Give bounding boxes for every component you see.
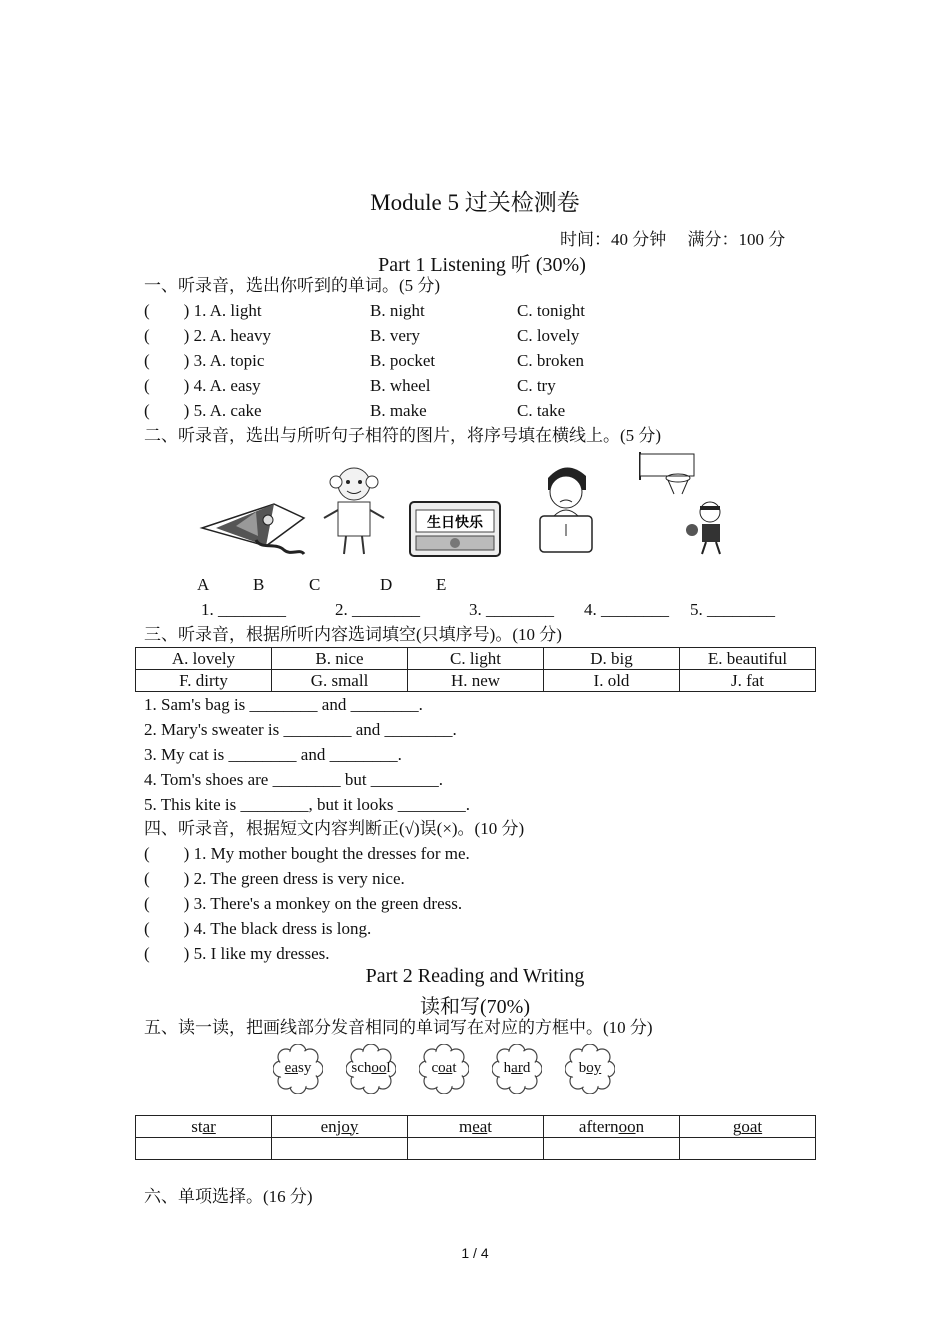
answer-cell[interactable] bbox=[680, 1138, 816, 1160]
word-flower bbox=[419, 1044, 469, 1094]
choice-option-c: C. take bbox=[517, 401, 566, 420]
word-part: b bbox=[578, 1060, 587, 1076]
sound-answer-row bbox=[136, 1138, 816, 1160]
choice-option-c: C. tonight bbox=[517, 301, 586, 320]
section3-heading: 三、听录音，根据所听内容选词填空(只填序号)。(10 分) bbox=[144, 625, 562, 644]
word-flower bbox=[492, 1044, 542, 1094]
choice-item-prefix: ( ) 2. A. heavy bbox=[144, 326, 272, 345]
section2-heading: 二、听录音，选出与所听句子相符的图片，将序号填在横线上。(5 分) bbox=[144, 426, 662, 445]
word-part: m bbox=[458, 1116, 473, 1136]
choice-item-prefix: ( ) 3. A. topic bbox=[144, 351, 265, 370]
flower-word bbox=[273, 1058, 323, 1078]
true-false-item: ( ) 3. There's a monkey on the green dress. bbox=[144, 894, 463, 913]
flower-word bbox=[492, 1058, 542, 1078]
word-part: d bbox=[522, 1060, 531, 1076]
choice-option-c: C. try bbox=[517, 376, 556, 395]
word-part: sy bbox=[297, 1060, 312, 1076]
answer-blank[interactable]: 3. ________ bbox=[469, 600, 554, 619]
word-bank-cell: F. dirty bbox=[136, 670, 272, 692]
word-flower bbox=[273, 1044, 323, 1094]
choice-option-b: B. make bbox=[370, 401, 427, 420]
choice-item-prefix: ( ) 1. A. light bbox=[144, 301, 262, 320]
answer-blank[interactable]: 4. ________ bbox=[584, 600, 669, 619]
sound-header-cell bbox=[272, 1116, 408, 1138]
picture-letter: D bbox=[380, 575, 393, 594]
word-bank-row bbox=[136, 670, 816, 692]
answer-blank[interactable]: 1. ________ bbox=[201, 600, 286, 619]
part2-heading: Part 2 Reading and Writing bbox=[365, 965, 585, 987]
part1-heading: Part 1 Listening 听 (30%) bbox=[378, 254, 586, 276]
picture-letter: B bbox=[253, 575, 265, 594]
word-part: h bbox=[503, 1060, 512, 1076]
flower-word bbox=[565, 1058, 615, 1078]
fill-sentence: 5. This kite is ________, but it looks ________. bbox=[144, 795, 471, 814]
cake-text: 生日快乐 bbox=[427, 515, 483, 531]
picture-letter: A bbox=[197, 575, 210, 594]
answer-cell[interactable] bbox=[408, 1138, 544, 1160]
part2-subheading: 读和写(70%) bbox=[420, 996, 530, 1018]
true-false-item: ( ) 2. The green dress is very nice. bbox=[144, 869, 405, 888]
sound-header-cell bbox=[680, 1116, 816, 1138]
word-flower bbox=[565, 1044, 615, 1094]
section4-heading: 四、听录音，根据短文内容判断正(√)误(×)。(10 分) bbox=[144, 819, 525, 838]
word-part: sch bbox=[351, 1060, 372, 1076]
true-false-item: ( ) 1. My mother bought the dresses for me. bbox=[144, 844, 470, 863]
word-part: st bbox=[191, 1116, 203, 1136]
word-part: l bbox=[386, 1060, 391, 1076]
choice-option-b: B. night bbox=[370, 301, 425, 320]
choice-option-b: B. very bbox=[370, 326, 421, 345]
underlined-sound: ea bbox=[284, 1060, 298, 1076]
underlined-sound: oy bbox=[586, 1060, 602, 1076]
fill-sentence: 1. Sam's bag is ________ and ________. bbox=[144, 695, 423, 714]
choice-option-c: C. lovely bbox=[517, 326, 580, 345]
word-bank-cell: J. fat bbox=[680, 670, 816, 692]
choice-item-prefix: ( ) 4. A. easy bbox=[144, 376, 261, 395]
choice-option-b: B. wheel bbox=[370, 376, 431, 395]
word-part: g bbox=[732, 1116, 742, 1136]
underlined-sound: oa bbox=[438, 1060, 453, 1076]
sound-header-cell bbox=[136, 1116, 272, 1138]
choice-option-b: B. pocket bbox=[370, 351, 436, 370]
answer-cell[interactable] bbox=[136, 1138, 272, 1160]
kite-picture bbox=[196, 498, 306, 558]
section5-heading: 五、读一读，把画线部分发音相同的单词写在对应的方框中。(10 分) bbox=[144, 1018, 653, 1037]
birthday-cake-picture bbox=[408, 500, 502, 558]
underlined-sound: oat bbox=[741, 1116, 763, 1136]
sound-header-row bbox=[136, 1116, 816, 1138]
word-part: t bbox=[452, 1060, 457, 1076]
underlined-sound: ar bbox=[511, 1060, 523, 1076]
word-flower bbox=[346, 1044, 396, 1094]
basketball-boy-picture bbox=[636, 450, 732, 558]
answer-cell[interactable] bbox=[272, 1138, 408, 1160]
underlined-sound: oy bbox=[341, 1116, 359, 1136]
word-bank-cell: E. beautiful bbox=[680, 648, 816, 670]
word-part: aftern bbox=[578, 1116, 619, 1136]
sound-sort-table bbox=[135, 1115, 816, 1160]
sound-header-cell bbox=[408, 1116, 544, 1138]
answer-cell[interactable] bbox=[544, 1138, 680, 1160]
word-bank-cell: H. new bbox=[408, 670, 544, 692]
underlined-sound: oo bbox=[371, 1060, 387, 1076]
sound-header-cell bbox=[544, 1116, 680, 1138]
word-part: t bbox=[487, 1116, 493, 1136]
word-bank-cell: D. big bbox=[544, 648, 680, 670]
girl-with-bag-picture bbox=[520, 460, 620, 558]
picture-letter: C bbox=[309, 575, 321, 594]
word-part: n bbox=[635, 1116, 645, 1136]
page-number: 1 / 4 bbox=[461, 1245, 489, 1261]
page-title: Module 5 过关检测卷 bbox=[370, 190, 580, 215]
word-bank-cell: I. old bbox=[544, 670, 680, 692]
flower-word bbox=[419, 1058, 469, 1078]
section6-heading: 六、单项选择。(16 分) bbox=[144, 1187, 313, 1206]
underlined-sound: ea bbox=[472, 1116, 488, 1136]
monkey-picture bbox=[320, 462, 388, 558]
fill-sentence: 2. Mary's sweater is ________ and ________. bbox=[144, 720, 457, 739]
word-bank-cell: C. light bbox=[408, 648, 544, 670]
true-false-item: ( ) 5. I like my dresses. bbox=[144, 944, 330, 963]
answer-blank[interactable]: 2. ________ bbox=[335, 600, 420, 619]
word-bank-table bbox=[135, 647, 816, 692]
underlined-sound: oo bbox=[618, 1116, 636, 1136]
word-part: enj bbox=[320, 1116, 342, 1136]
answer-blank[interactable]: 5. ________ bbox=[690, 600, 775, 619]
word-part: c bbox=[431, 1060, 439, 1076]
word-bank-cell: A. lovely bbox=[136, 648, 272, 670]
word-bank-cell: G. small bbox=[272, 670, 408, 692]
exam-meta: 时间：40 分钟 满分：100 分 bbox=[560, 230, 786, 249]
choice-option-c: C. broken bbox=[517, 351, 585, 370]
choice-item-prefix: ( ) 5. A. cake bbox=[144, 401, 262, 420]
fill-sentence: 4. Tom's shoes are ________ but ________. bbox=[144, 770, 444, 789]
flower-word bbox=[346, 1058, 396, 1078]
fill-sentence: 3. My cat is ________ and ________. bbox=[144, 745, 402, 764]
word-bank-row bbox=[136, 648, 816, 670]
word-bank-cell: B. nice bbox=[272, 648, 408, 670]
true-false-item: ( ) 4. The black dress is long. bbox=[144, 919, 372, 938]
picture-letter: E bbox=[436, 575, 447, 594]
section1-heading: 一、听录音，选出你听到的单词。(5 分) bbox=[144, 276, 441, 295]
underlined-sound: ar bbox=[202, 1116, 216, 1136]
